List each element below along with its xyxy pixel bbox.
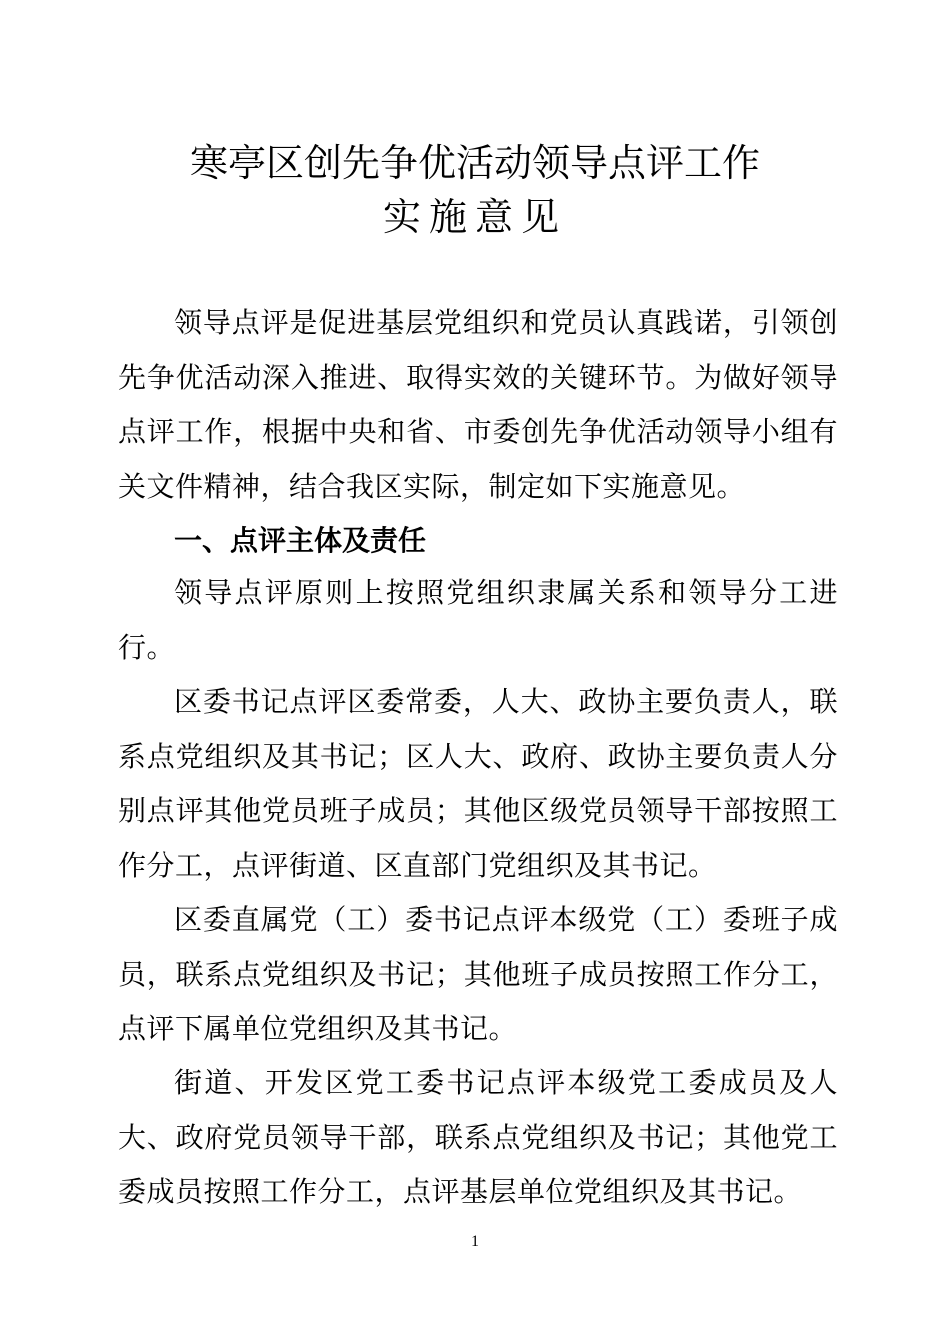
page-number: 1 xyxy=(471,1233,479,1250)
body-paragraph: 区委书记点评区委常委，人大、政协主要负责人，联系点党组织及其书记；区人大、政府、政协主要负责人分别点评其他党员班子成员；其他区级党员领导干部按照工作分工，点评街道、区直部门党组织及其书记。 xyxy=(118,685,838,882)
section-heading: 一、点评主体及责任 xyxy=(174,524,427,557)
body-paragraph: 区委直属党（工）委书记点评本级党（工）委班子成员，联系点党组织及书记；其他班子成员按照工作分工，点评下属单位党组织及其书记。 xyxy=(118,903,838,1045)
body-paragraph: 领导点评原则上按照党组织隶属关系和领导分工进行。 xyxy=(118,576,838,664)
document-title: 寒亭区创先争优活动领导点评工作 xyxy=(189,141,760,185)
body-paragraph: 街道、开发区党工委书记点评本级党工委成员及人大、政府党员领导干部，联系点党组织及书记；其他党工委成员按照工作分工，点评基层单位党组织及其书记。 xyxy=(118,1066,838,1208)
document-subtitle: 实施意见 xyxy=(382,195,567,239)
intro-paragraph: 领导点评是促进基层党组织和党员认真践诺，引领创先争优活动深入推进、取得实效的关键环节。为做好领导点评工作，根据中央和省、市委创先争优活动领导小组有关文件精神，结合我区实际，制定如下实施意见。 xyxy=(118,306,838,503)
